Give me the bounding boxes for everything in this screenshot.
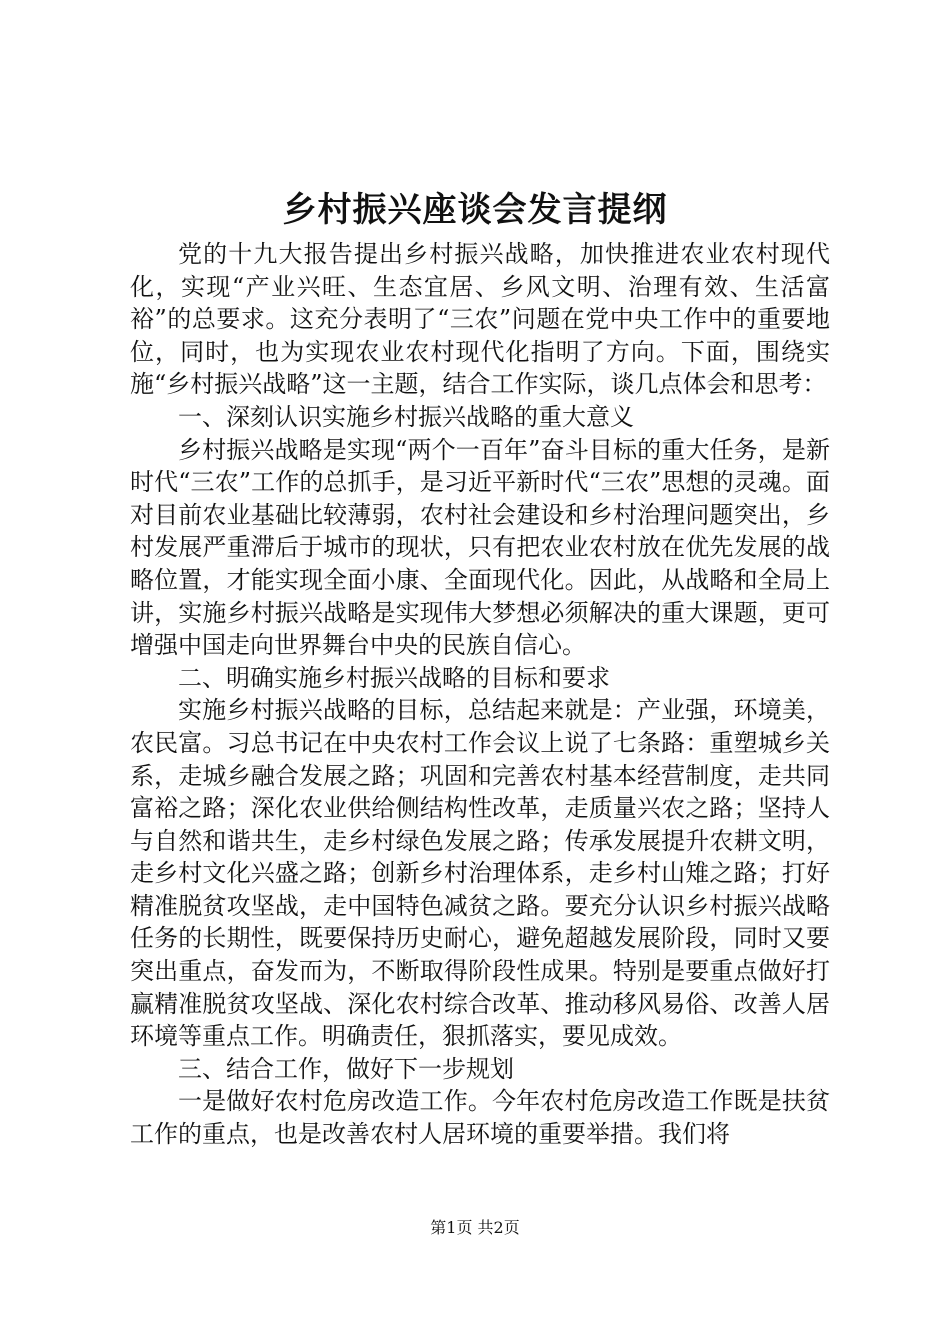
page-footer: 第1页 共2页 xyxy=(430,1218,520,1237)
section-heading-2: 二、明确实施乡村振兴战略的目标和要求 xyxy=(178,663,610,692)
section-paragraph-1: 乡村振兴战略是实现“两个一百年”奋斗目标的重大任务，是新时代“三农”工作的总抓手，是习近平新时代“三农”思想的灵魂。面对目前农业基础比较薄弱，农村社会建设和乡村治理问题突出，乡村发展严重滞后于城市的现状，只有把农业农村放在优先发展的战略位置，才能实现全面小康、全面现代化。因此，从战略和全局上讲，实施乡村振兴战略是实现伟大梦想必须解决的重大课题，更可增强中国走向世界舞台中央的民族自信心。 xyxy=(130,435,830,660)
section-paragraph-3: 一是做好农村危房改造工作。今年农村危房改造工作既是扶贫工作的重点，也是改善农村人居环境的重要举措。我们将 xyxy=(130,1087,830,1149)
intro-paragraph: 党的十九大报告提出乡村振兴战略，加快推进农业农村现代化，实现“产业兴旺、生态宜居、乡风文明、治理有效、生活富裕”的总要求。这充分表明了“三农”问题在党中央工作中的重要地位，同时，也为实现农业农村现代化指明了方向。下面，围绕实施“乡村振兴战略”这一主题，结合工作实际，谈几点体会和思考： xyxy=(130,240,830,399)
section-heading-3: 三、结合工作，做好下一步规划 xyxy=(178,1054,514,1083)
document-body xyxy=(130,238,830,1151)
section-heading-1: 一、深刻认识实施乡村振兴战略的重大意义 xyxy=(178,402,634,431)
document-title: 乡村振兴座谈会发言提纲 xyxy=(282,190,668,230)
section-paragraph-2: 实施乡村振兴战略的目标，总结起来就是：产业强，环境美，农民富。习总书记在中央农村工作会议上说了七条路：重塑城乡关系，走城乡融合发展之路；巩固和完善农村基本经营制度，走共同富裕之路；深化农业供给侧结构性改革，走质量兴农之路；坚持人与自然和谐共生，走乡村绿色发展之路；传承发展提升农耕文明，走乡村文化兴盛之路；创新乡村治理体系，走乡村山雉之路；打好精准脱贫攻坚战，走中国特色减贫之路。要充分认识乡村振兴战略任务的长期性，既要保持历史耐心，避免超越发展阶段，同时又要突出重点，奋发而为，不断取得阶段性成果。特别是要重点做好打赢精准脱贫攻坚战、深化农村综合改革、推动移风易俗、改善人居环境等重点工作。明确责任，狠抓落实，要见成效。 xyxy=(130,696,830,1051)
